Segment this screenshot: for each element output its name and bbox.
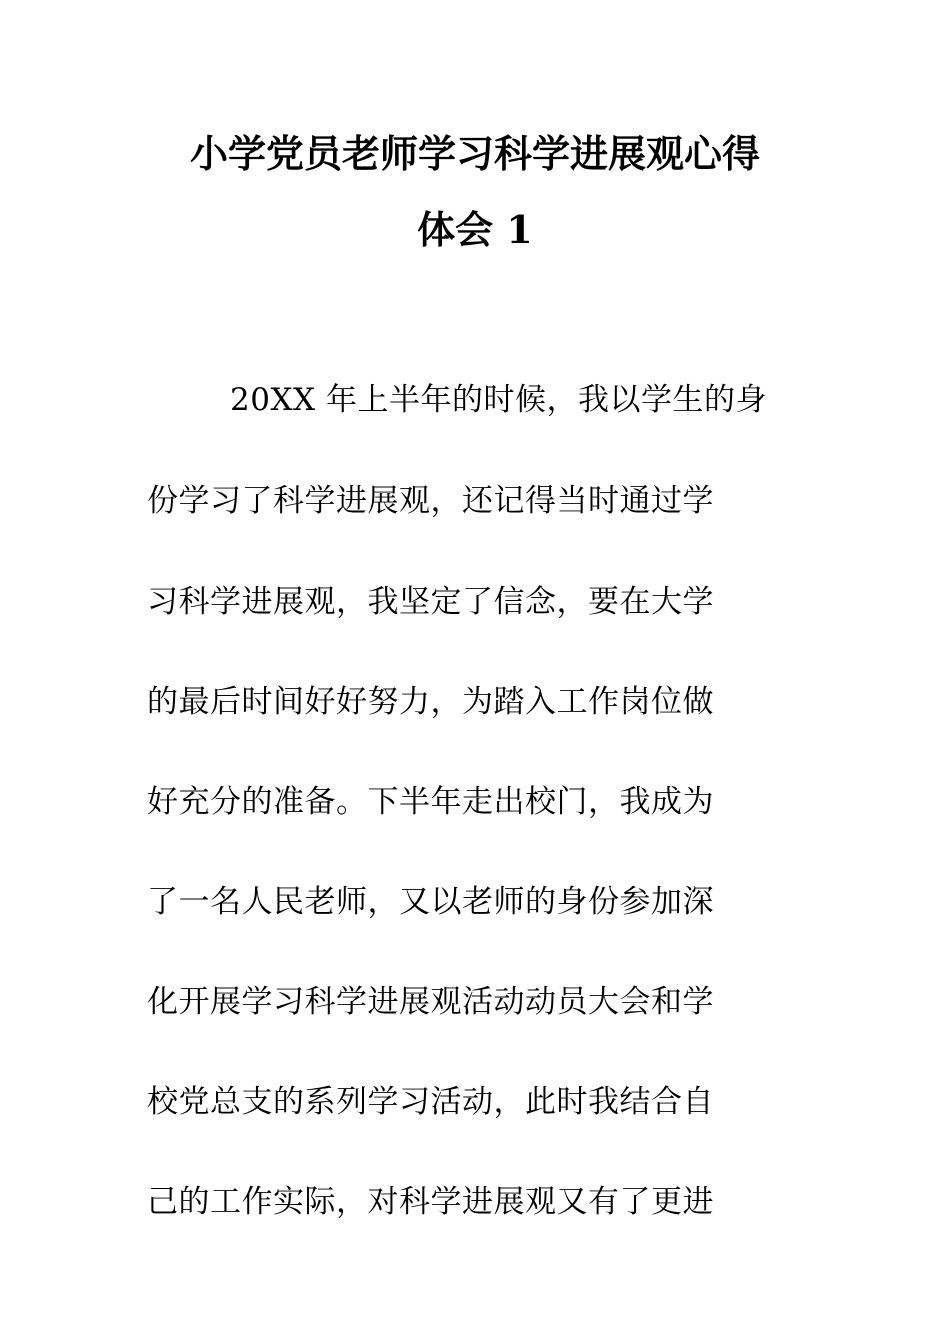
- paragraph-line-2: 份学习了科学进展观，还记得当时通过学: [147, 483, 714, 519]
- paragraph-line-3: 习科学进展观，我坚定了信念，要在大学: [147, 584, 714, 620]
- paragraph-line-7: 化开展学习科学进展观活动动员大会和学: [147, 984, 714, 1020]
- paragraph-line-9: 己的工作实际，对科学进展观又有了更进: [147, 1184, 714, 1220]
- paragraph-line-6: 了一名人民老师，又以老师的身份参加深: [147, 884, 714, 920]
- paragraph-line-5: 好充分的准备。下半年走出校门，我成为: [147, 784, 714, 820]
- paragraph-line-1: 20XX 年上半年的时候，我以学生的身: [230, 382, 767, 418]
- paragraph-line-8: 校党总支的系列学习活动，此时我结合自: [147, 1084, 714, 1120]
- document-title-line-2: 体会 1: [417, 207, 533, 252]
- document-title-line-1: 小学党员老师学习科学进展观心得: [189, 131, 760, 176]
- paragraph-line-4: 的最后时间好好努力，为踏入工作岗位做: [147, 684, 714, 720]
